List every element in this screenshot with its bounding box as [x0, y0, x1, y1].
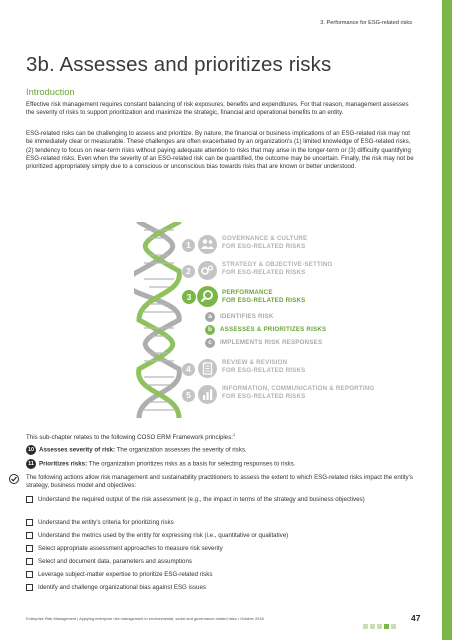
intro-paragraph: ESG-related risks can be challenging to assess and prioritize. By nature, the financial or business implications of an ESG-related risk may not be immediately clear or measurable. These challenges are often exacerbated by an organization's (1) limited knowledge of ESG-related risks, (2) tendency to focus on near-term risks without paying adequate attention to risks that may arise in the longer-term or (3) difficulty quantifying ESG-related risks. Even when the severity of an ESG-related risk can be quantified, the outcome may be uncertain. Finally, the risk may not be prioritized appropriately simply due to a conscious or unconscious bias towards risks that are known or better understood.	[26, 130, 414, 170]
page-footer-text: Enterprise Risk Management | Applying enterprise risk management to environmental, social and governance-related risks • October 2018	[26, 616, 264, 621]
step-number: 5	[182, 389, 195, 402]
checklist-item[interactable]: Select and document data, parameters and assumptions	[26, 558, 416, 566]
intro-paragraph: Effective risk management requires constant balancing of risk exposures, benefits and expenditures. For that reason, management assesses the severity of risks to support prioritization and maximize the strategic, financial and operational benefits to an entity.	[26, 101, 409, 117]
step-number: 1	[182, 239, 195, 252]
gears-icon	[198, 261, 217, 280]
page-number: 47	[411, 613, 421, 623]
checkbox[interactable]	[26, 545, 33, 552]
substep-label: IMPLEMENTS RISK RESPONSES	[220, 339, 323, 346]
bar-chart-icon	[198, 385, 217, 404]
step-label: PERFORMANCE FOR ESG-RELATED RISKS	[222, 289, 306, 304]
intro-heading: Introduction	[26, 87, 75, 97]
substep-letter: a	[205, 312, 215, 322]
magnifier-icon	[197, 286, 218, 307]
checklist-item[interactable]: Understand the metrics used by the entity for expressing risk (i.e., quantitative or qualitative)	[26, 532, 416, 540]
page-title: 3b. Assesses and prioritizes risks	[26, 53, 332, 76]
step-number: 2	[182, 265, 195, 278]
step-number: 3	[182, 290, 196, 304]
step-label: INFORMATION, COMMUNICATION & REPORTING FOR ESG-RELATED RISKS	[222, 385, 375, 400]
principles-intro: This sub-chapter relates to the following COSO ERM Framework principles:$^1$	[26, 432, 236, 442]
people-icon	[198, 235, 217, 254]
checklist-item[interactable]: Select appropriate assessment approaches to measure risk severity	[26, 545, 416, 553]
checkbox[interactable]	[26, 519, 33, 526]
progress-square	[377, 624, 382, 629]
checkbox[interactable]	[26, 558, 33, 565]
substep-label: ASSESSES & PRIORITIZES RISKS	[220, 326, 327, 333]
checklist-item[interactable]: Understand the entity's criteria for prioritizing risks	[26, 519, 416, 527]
substep-label: IDENTIFIES RISK	[220, 313, 274, 320]
chapter-progress-indicator	[363, 616, 398, 634]
progress-square	[370, 624, 375, 629]
step-label: GOVERNANCE & CULTURE FOR ESG-RELATED RISKS	[222, 235, 308, 250]
checkbox[interactable]	[26, 532, 33, 539]
running-header: 3. Performance for ESG-related risks	[320, 20, 412, 26]
checklist-item[interactable]: Understand the required output of the risk assessment (e.g., the impact in terms of the strategy and business objectives)	[26, 496, 416, 504]
principle-item: 11 Prioritizes risks: The organization prioritizes risks as a basis for selecting responses to risks.	[26, 459, 295, 469]
progress-square	[363, 624, 368, 629]
document-icon	[198, 359, 217, 378]
checklist-item[interactable]: Leverage subject-matter expertise to prioritize ESG-related risks	[26, 571, 416, 579]
principle-number-badge: 10	[27, 447, 35, 453]
checkbox[interactable]	[26, 496, 33, 503]
edge-accent-bar	[442, 0, 452, 640]
checkbox[interactable]	[26, 571, 33, 578]
checkmark-icon	[9, 474, 19, 484]
checkbox[interactable]	[26, 584, 33, 591]
dna-helix-illustration	[134, 222, 184, 418]
checklist-intro: The following actions allow risk management and sustainability practitioners to assess the extent to which ESG-related risks impact the entity's strategy, business model and objectives:	[26, 474, 413, 490]
progress-square	[391, 624, 396, 629]
principle-number-badge: 11	[26, 459, 36, 469]
checklist-item[interactable]: Identify and challenge organizational bias against ESG issues	[26, 584, 416, 592]
substep-letter: c	[205, 338, 215, 348]
principle-item: 10 Assesses severity of risk: The organization assesses the severity of risks.	[27, 446, 247, 454]
progress-square-active	[384, 624, 389, 629]
substep-letter: b	[205, 325, 215, 335]
step-label: REVIEW & REVISION FOR ESG-RELATED RISKS	[222, 359, 306, 374]
step-label: STRATEGY & OBJECTIVE-SETTING FOR ESG-RELATED RISKS	[222, 261, 333, 276]
step-number: 4	[182, 363, 195, 376]
